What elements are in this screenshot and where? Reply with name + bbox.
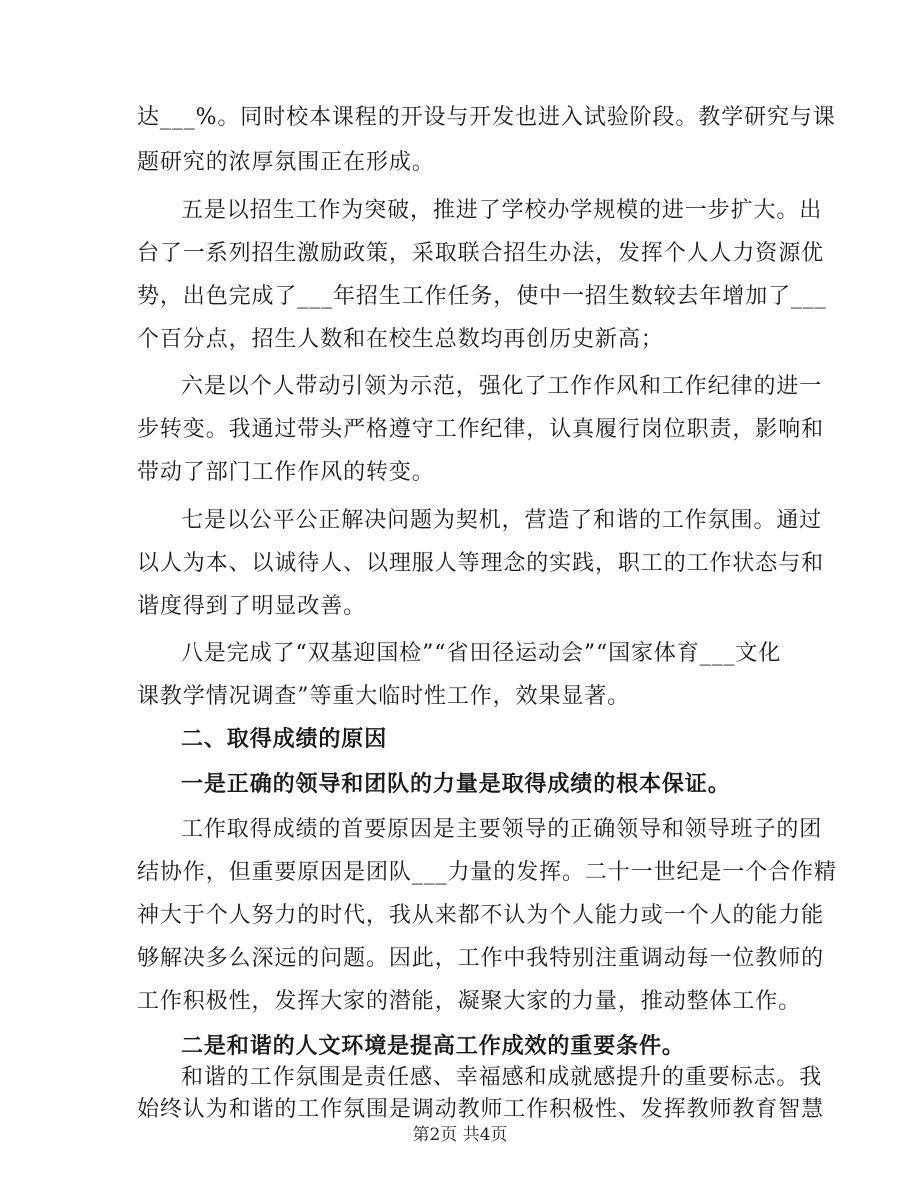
subsection-heading: 二是和谐的人文环境是提高工作成效的重要条件。 xyxy=(181,1034,685,1059)
text-line: 带动了部门工作作风的转变。 xyxy=(137,460,435,485)
section-heading: 二、取得成绩的原因 xyxy=(181,727,388,752)
text-line: 达___%。同时校本课程的开设与开发也进入试验阶段。教学研究与课 xyxy=(137,105,836,130)
text-line: 谐度得到了明显改善。 xyxy=(137,594,367,619)
paragraph-start: 七是以公平公正解决问题为契机，营造了和谐的工作氛围。通过 xyxy=(181,508,823,533)
text-line: 势，出色完成了___年招生工作任务，使中一招生数较去年增加了___ xyxy=(137,284,827,309)
paragraph-start: 和谐的工作氛围是责任感、幸福感和成就感提升的重要标志。我 xyxy=(181,1065,823,1090)
text-line: 台了一系列招生激励政策，采取联合招生办法，发挥个人人力资源优 xyxy=(137,241,825,266)
text-line: 步转变。我通过带头严格遵守工作纪律，认真履行岗位职责，影响和 xyxy=(137,417,825,442)
paragraph-start: 六是以个人带动引领为示范，强化了工作作风和工作纪律的进一 xyxy=(181,374,823,399)
paragraph-start: 工作取得成绩的首要原因是主要领导的正确领导和领导班子的团 xyxy=(181,817,823,842)
text-line: 神大于个人努力的时代，我从来都不认为个人能力或一个人的能力能 xyxy=(137,903,825,928)
text-line: 够解决多么深远的问题。因此，工作中我特别注重调动每一位教师的 xyxy=(137,946,825,971)
text-line: 始终认为和谐的工作氛围是调动教师工作积极性、发挥教师教育智慧 xyxy=(137,1097,825,1122)
text-line: 以人为本、以诚待人、以理服人等理念的实践，职工的工作状态与和 xyxy=(137,551,825,576)
page-footer: 第2页 共4页 xyxy=(412,1125,508,1145)
paragraph-start: 五是以招生工作为突破，推进了学校办学规模的进一步扩大。出 xyxy=(181,198,823,223)
text-line: 工作积极性，发挥大家的潜能，凝聚大家的力量，推动整体工作。 xyxy=(137,989,802,1014)
text-line: 结协作，但重要原因是团队___力量的发挥。二十一世纪是一个合作精 xyxy=(137,860,837,885)
subsection-heading: 一是正确的领导和团队的力量是取得成绩的根本保证。 xyxy=(181,772,731,797)
text-line: 课教学情况调查”等重大临时性工作，效果显著。 xyxy=(137,684,631,709)
text-line: 题研究的浓厚氛围正在形成。 xyxy=(137,150,435,175)
text-line: 个百分点，招生人数和在校生总数均再创历史新高； xyxy=(137,327,664,352)
paragraph-start: 八是完成了“双基迎国检”“省田径运动会”“国家体育___文化 xyxy=(181,641,782,666)
